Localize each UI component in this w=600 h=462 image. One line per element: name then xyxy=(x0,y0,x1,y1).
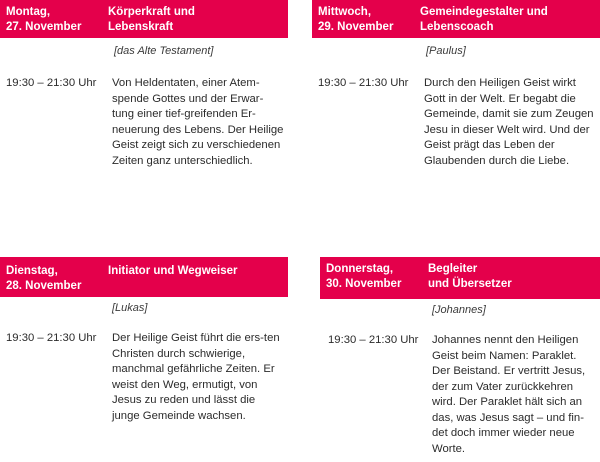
event-header xyxy=(312,0,600,38)
event-body xyxy=(0,76,288,169)
event-card-tuesday xyxy=(0,257,288,424)
event-topic: Begleiter und Übersetzer xyxy=(428,263,512,290)
event-reference: [Johannes] xyxy=(432,304,486,316)
event-reference: [Paulus] xyxy=(426,45,466,57)
event-date: Dienstag, 28. November xyxy=(6,265,82,292)
event-header xyxy=(0,257,288,297)
event-card-wednesday xyxy=(312,0,600,169)
event-body xyxy=(312,76,600,169)
event-card-monday xyxy=(0,0,288,169)
event-description: Der Heilige Geist führt die ers-ten Christen durch schwierige, manchmal gefährliche Zeiten. Er weist den Weg, ermutigt, von Jesus zu reden und lässt die junge Gemeinde wachsen. xyxy=(112,332,280,422)
event-header xyxy=(0,0,288,38)
event-reference: [das Alte Testament] xyxy=(114,45,214,57)
event-topic: Gemeindegestalter und Lebenscoach xyxy=(420,6,548,33)
event-header xyxy=(320,257,600,299)
event-time: 19:30 – 21:30 Uhr xyxy=(6,332,97,344)
event-body xyxy=(0,331,288,424)
event-time: 19:30 – 21:30 Uhr xyxy=(328,334,419,346)
event-reference: [Lukas] xyxy=(112,302,148,314)
event-body xyxy=(320,333,600,457)
event-card-thursday xyxy=(320,257,600,457)
event-topic: Körperkraft und Lebenskraft xyxy=(108,6,195,33)
event-date: Mittwoch, 29. November xyxy=(318,6,394,33)
event-description: Johannes nennt den Heiligen Geist beim Namen: Paraklet. Der Beistand. Er vertritt Jesus, der zum Vater zurückkehren wird. Der Paraklet hält sich an das, was Jesus sagt – und fin-det doch immer wieder neue Worte. xyxy=(432,334,586,455)
event-description: Durch den Heiligen Geist wirkt Gott in der Welt. Er begabt die Gemeinde, damit sie zum Zeugen Jesu in dieser Welt wird. Und der Geist prägt das Leben der Glaubenden durch die Liebe. xyxy=(424,77,594,167)
event-topic: Initiator und Wegweiser xyxy=(108,265,238,277)
event-time: 19:30 – 21:30 Uhr xyxy=(6,77,97,89)
event-date: Montag, 27. November xyxy=(6,6,82,33)
event-time: 19:30 – 21:30 Uhr xyxy=(318,77,409,89)
event-date: Donnerstag, 30. November xyxy=(326,263,402,290)
event-description: Von Heldentaten, einer Atem-spende Gottes und der Erwar-tung einer tief-greifenden Er-neuerung des Lebens. Der Heilige Geist zeigt sich zu verschiedenen Zeiten ganz unterschiedlich. xyxy=(112,77,284,167)
